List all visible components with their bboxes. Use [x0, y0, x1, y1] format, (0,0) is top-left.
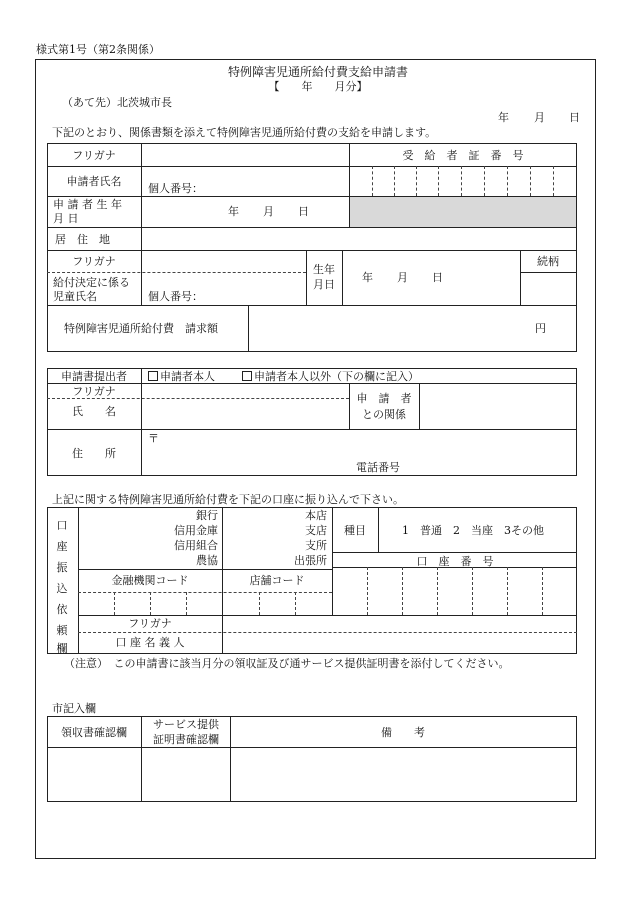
child-birth-year: 年	[362, 271, 373, 284]
option-self-text: 申請者本人	[160, 370, 215, 383]
institution-type-shinkin: 信用金庫	[174, 524, 218, 537]
bank-side-label-5: 依	[56, 603, 68, 616]
receipt-check-label: 領収書確認欄	[61, 726, 127, 739]
branch-type-main: 本店	[305, 509, 327, 522]
intro-text: 下記のとおり、関係書類を添えて特例障害児通所給付費の支給を申請します。	[52, 126, 437, 139]
bank-side-label-4: 込	[56, 582, 68, 595]
date-day: 日	[569, 111, 580, 124]
holder-furigana-label: フリガナ	[128, 617, 172, 630]
applicant-birth-label-1: 申 請 者 生 年	[53, 198, 122, 211]
submitter-name-label: 氏 名	[72, 405, 116, 418]
institution-code-label: 金融機関コード	[111, 574, 189, 587]
branch-type-office: 支所	[305, 539, 327, 552]
applicant-birth-month: 月	[263, 205, 274, 218]
child-birth-month: 月	[397, 271, 408, 284]
applicant-address-label: 居 住 地	[55, 233, 110, 246]
phone-label: 電話番号	[356, 461, 400, 474]
office-section-label: 市記入欄	[52, 702, 96, 715]
checkbox-self[interactable]	[148, 371, 158, 381]
applicant-personal-number-label: 個人番号：	[148, 182, 203, 195]
submitter-relation-label-2: との関係	[362, 408, 406, 421]
applicant-birth-day: 日	[298, 205, 309, 218]
child-name-label-2: 児童氏名	[53, 290, 97, 303]
service-check-label-1: サービス提供	[153, 718, 219, 731]
applicant-furigana-label: フリガナ	[72, 149, 116, 162]
child-furigana-label: フリガナ	[72, 255, 116, 268]
submitter-option-other[interactable]	[242, 371, 419, 382]
child-name-label-1: 給付決定に係る	[53, 276, 130, 289]
child-personal-number-label: 個人番号：	[148, 290, 203, 303]
child-birth-day: 日	[432, 271, 443, 284]
account-type-options: 1 普通 2 当座 3その他	[402, 524, 544, 537]
branch-code-label: 店舗コード	[249, 574, 305, 587]
submitter-furigana-label: フリガナ	[72, 385, 116, 398]
form-title: 特例障害児通所給付費支給申請書	[227, 65, 409, 79]
child-birth-label-1: 生年	[313, 263, 335, 276]
claim-label: 特例障害児通所給付費 請求額	[64, 322, 218, 335]
bank-side-label-2: 座	[56, 540, 68, 553]
institution-type-nokyo: 農協	[196, 554, 218, 567]
applicant-birth-year: 年	[228, 205, 239, 218]
addressee: （あて先）北茨城市長	[62, 96, 172, 109]
option-other-text: 申請者本人以外（下の欄に記入）	[254, 370, 419, 383]
submitter-table	[47, 368, 577, 476]
account-type-label: 種目	[344, 524, 366, 537]
applicant-table	[47, 143, 577, 352]
transfer-intro: 上記に関する特例障害児通所給付費を下記の口座に振り込んで下さい。	[52, 493, 404, 506]
claim-unit: 円	[535, 322, 546, 335]
checkbox-other[interactable]	[242, 371, 252, 381]
holder-name-label: 口 座 名 義 人	[115, 636, 185, 649]
submitter-address-label: 住 所	[72, 447, 116, 460]
institution-type-bank: 銀行	[196, 509, 218, 522]
attachment-note: （注意） この申請書に該当月分の領収証及び通サービス提供証明書を添付してください。	[64, 657, 510, 670]
bank-side-label-7: 欄	[56, 642, 68, 655]
account-number-label: 口 座 番 号	[416, 555, 494, 568]
remarks-label: 備 考	[381, 726, 425, 739]
postal-mark: 〒	[148, 432, 159, 445]
applicant-name-label: 申請者氏名	[66, 175, 122, 188]
service-check-label-2: 証明書確認欄	[153, 733, 219, 746]
branch-type-branch: 支店	[305, 524, 327, 537]
branch-type-sub: 出張所	[294, 554, 327, 567]
date-year: 年	[498, 111, 509, 124]
institution-type-kumiai: 信用組合	[174, 539, 218, 552]
bank-side-label-6: 頼	[56, 624, 68, 637]
applicant-birth-label-2: 月 日	[53, 212, 79, 225]
child-birth-label-2: 月日	[313, 278, 335, 291]
period-line: 【 年 月分】	[268, 80, 368, 93]
form-number: 様式第1号（第2条関係）	[36, 43, 160, 56]
recipient-cert-label: 受 給 者 証 番 号	[402, 149, 524, 162]
bank-side-label-1: 口	[56, 519, 68, 532]
bank-side-label-3: 振	[56, 561, 68, 574]
submitter-label: 申請書提出者	[61, 370, 127, 383]
submitter-option-self[interactable]	[148, 371, 215, 382]
submitter-relation-label-1: 申 請 者	[356, 392, 412, 405]
date-month: 月	[534, 111, 545, 124]
child-relation-label: 続柄	[537, 255, 559, 268]
